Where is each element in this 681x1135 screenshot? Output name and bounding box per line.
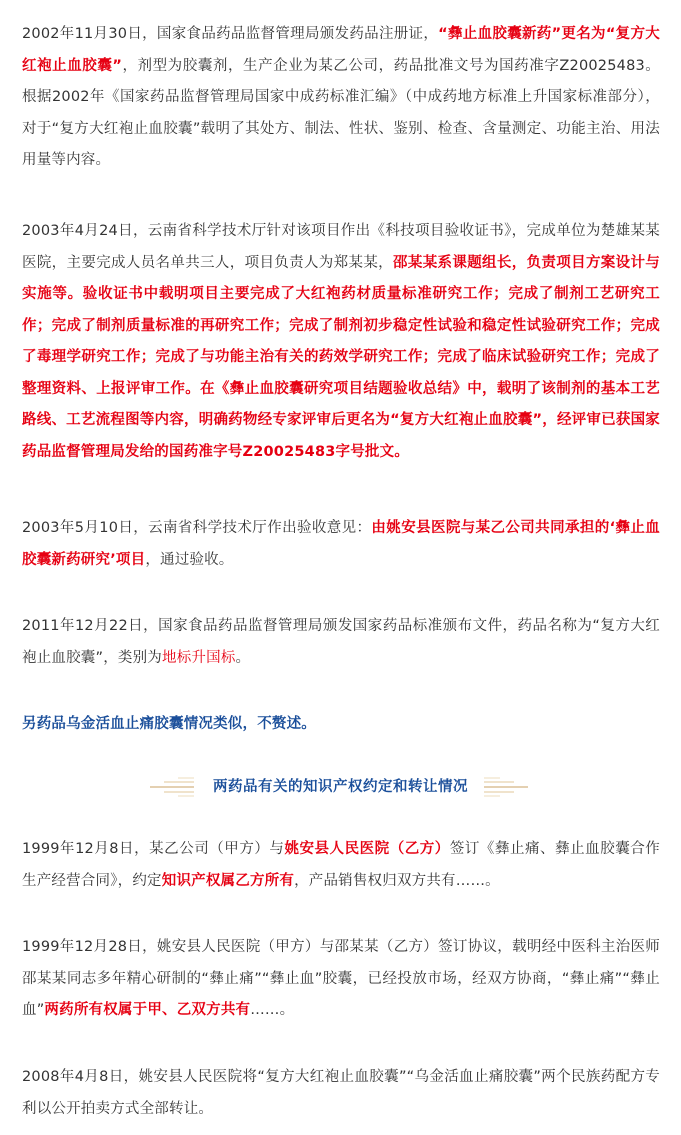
highlight-party-b: 姚安县人民医院（乙方） — [284, 841, 450, 857]
text-segment: 2002年11月30日，国家食品药品监督管理局颁发药品注册证， — [22, 26, 439, 42]
text-segment: 1999年12月28日，姚安县人民医院（甲方）与邵某某（乙方）签订协议，载明经中医科主治医师邵某某同志多年精心研制的“彝止痛”“彝止血”胶囊，已经投放市场，经双方协商，“彝止痛”“彝止血” — [22, 939, 660, 1018]
text-segment: ，剂型为胶囊剂，生产企业为某乙公司，药品批准文号为国药准字Z20025483。根据2002年《国家药品监督管理局国家中成药标准汇编》（中成药地方标准上升国家标准部分），对于“复方大红袍止血胶囊”载明了其处方、制法、性状、鉴别、检查、含量测定、功能主治、用法用量等内容。 — [22, 57, 660, 168]
paragraph-2011-national-standard — [22, 611, 660, 674]
paragraph-2003-acceptance-opinion — [22, 513, 660, 576]
section-heading-text: 两药品有关的知识产权约定和转让情况 — [213, 779, 468, 795]
highlight-joint-project: 由姚安县医院与某乙公司共同承担的‘彝止血胶囊新药研究’项目 — [22, 520, 660, 568]
highlight-ip-ownership: 知识产权属乙方所有 — [161, 872, 295, 889]
text-segment: ，产品销售权归双方共有……。 — [294, 872, 500, 889]
note-other-drug — [22, 709, 660, 741]
text-segment: 1999年12月8日，某乙公司（甲方）与 — [22, 841, 285, 857]
text-segment: ……。 — [250, 1002, 295, 1018]
paragraph-2002-registration — [22, 19, 660, 177]
text-segment: 2008年4月8日，姚安县人民医院将“复方大红袍止血胶囊”“乌金活血止痛胶囊”两个民族药配方专利以公开拍卖方式全部转让。 — [22, 1069, 660, 1117]
text-segment: 2003年4月24日，云南省科学技术厅针对该项目作出《科技项目验收证书》，完成单位为楚雄某某医院，主要完成人员名单共三人，项目负责人为郑某某， — [22, 223, 660, 271]
paragraph-2003-acceptance-certificate — [22, 216, 660, 468]
note-text: 另药品乌金活血止痛胶囊情况类似，不赘述。 — [22, 716, 316, 732]
paragraph-1999-agreement — [22, 932, 660, 1027]
highlight-project-work: 邵某某系课题组长，负责项目方案设计与实施等。验收证书中载明项目主要完成了大红袍药材质量标准研究工作；完成了制剂工艺研究工作；完成了制剂质量标准的再研究工作；完成了制剂初步稳定性试验和稳定性试验研究工作；完成了毒理学研究工作；完成了与功能主治有关的药效学研究工作；完成了临床试验研究工作；完成了整理资料、上报评审工作。在《彝止血胶囊研究项目结题验收总结》中，载明了该制剂的基本工艺路线、工艺流程图等内容，明确药物经专家评审后更名为“复方大红袍止血胶囊”，经评审已获国家药品监督管理局发给的国药准字号Z20025483字号批文。 — [22, 254, 660, 460]
highlight-category: 地标升国标 — [162, 649, 236, 666]
paragraph-2008-transfer — [22, 1062, 660, 1125]
text-segment: 2011年12月22日，国家食品药品监督管理局颁发国家药品标准颁布文件，药品名称为“复方大红袍止血胶囊”，类别为 — [22, 618, 660, 666]
paragraph-1999-cooperation-contract — [22, 834, 660, 897]
text-segment: 签订《彝止痛、彝止血胶囊合作生产经营合同》，约定 — [22, 841, 660, 889]
highlight-joint-ownership: 两药所有权属于甲、乙双方共有 — [44, 1002, 251, 1018]
ornament-right-icon — [484, 773, 528, 801]
section-heading — [0, 769, 681, 805]
text-segment: ，通过验收。 — [145, 551, 234, 568]
highlight-rename: “彝止血胶囊新药”更名为“复方大红袍止血胶囊” — [22, 26, 660, 74]
text-segment: 2003年5月10日，云南省科学技术厅作出验收意见： — [22, 520, 372, 536]
text-segment: 。 — [235, 649, 251, 666]
